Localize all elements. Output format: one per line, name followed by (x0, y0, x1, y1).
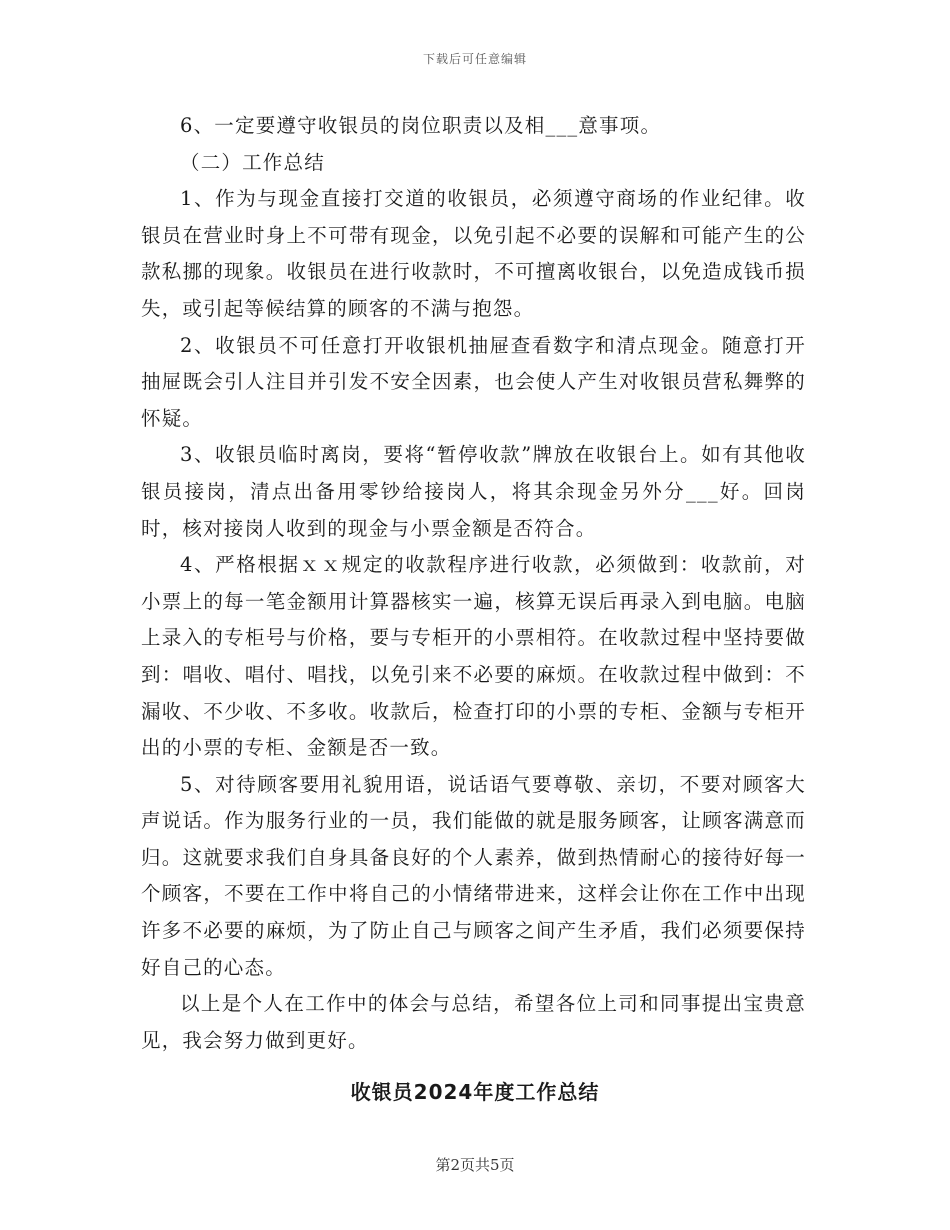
paragraph-item-3: 3、收银员临时离岗，要将“暂停收款”牌放在收银台上。如有其他收银员接岗，清点出备用零钞给接岗人，将其余现金另外分___好。回岗时，核对接岗人收到的现金与小票金额是否符合。 (141, 443, 806, 540)
document-body (141, 108, 806, 1059)
closing-paragraph: 以上是个人在工作中的体会与总结，希望各位上司和同事提出宝贵意见，我会努力做到更好。 (141, 992, 806, 1052)
paragraph-item-4: 4、严格根据ｘｘ规定的收款程序进行收款，必须做到：收款前，对小票上的每一笔金额用计算器核实一遍，核算无误后再录入到电脑。电脑上录入的专柜号与价格，要与专柜开的小票相符。在收款过程中坚持要做到：唱收、唱付、唱找，以免引来不必要的麻烦。在收款过程中做到：不漏收、不少收、不多收。收款后，检查打印的小票的专柜、金额与专柜开出的小票的专柜、金额是否一致。 (141, 553, 806, 760)
page-footer-number: 第2页共5页 (435, 1156, 515, 1174)
section-heading-work-summary: （二）工作总结 (180, 150, 325, 174)
paragraph-item-1: 1、作为与现金直接打交道的收银员，必须遵守商场的作业纪律。收银员在营业时身上不可带有现金，以免引起不必要的误解和可能产生的公款私挪的现象。收银员在进行收款时，不可擅离收银台，以免造成钱币损失，或引起等候结算的顾客的不满与抱怨。 (141, 187, 806, 320)
paragraph-item-2: 2、收银员不可任意打开收银机抽屉查看数字和清点现金。随意打开抽屉既会引人注目并引发不安全因素，也会使人产生对收银员营私舞弊的怀疑。 (141, 333, 806, 430)
paragraph-item-6: 6、一定要遵守收银员的岗位职责以及相___意事项。 (180, 114, 662, 137)
page-header-note: 下载后可任意编辑 (422, 52, 527, 66)
paragraph-item-5: 5、对待顾客要用礼貌用语，说话语气要尊敬、亲切，不要对顾客大声说话。作为服务行业的一员，我们能做的就是服务顾客，让顾客满意而归。这就要求我们自身具备良好的个人素养，做到热情耐心的接待好每一个顾客，不要在工作中将自己的小情绪带进来，这样会让你在工作中出现许多不必要的麻烦，为了防止自己与顾客之间产生矛盾，我们必须要保持好自己的心态。 (141, 772, 806, 979)
document-title: 收银员2024年度工作总结 (350, 1080, 600, 1104)
